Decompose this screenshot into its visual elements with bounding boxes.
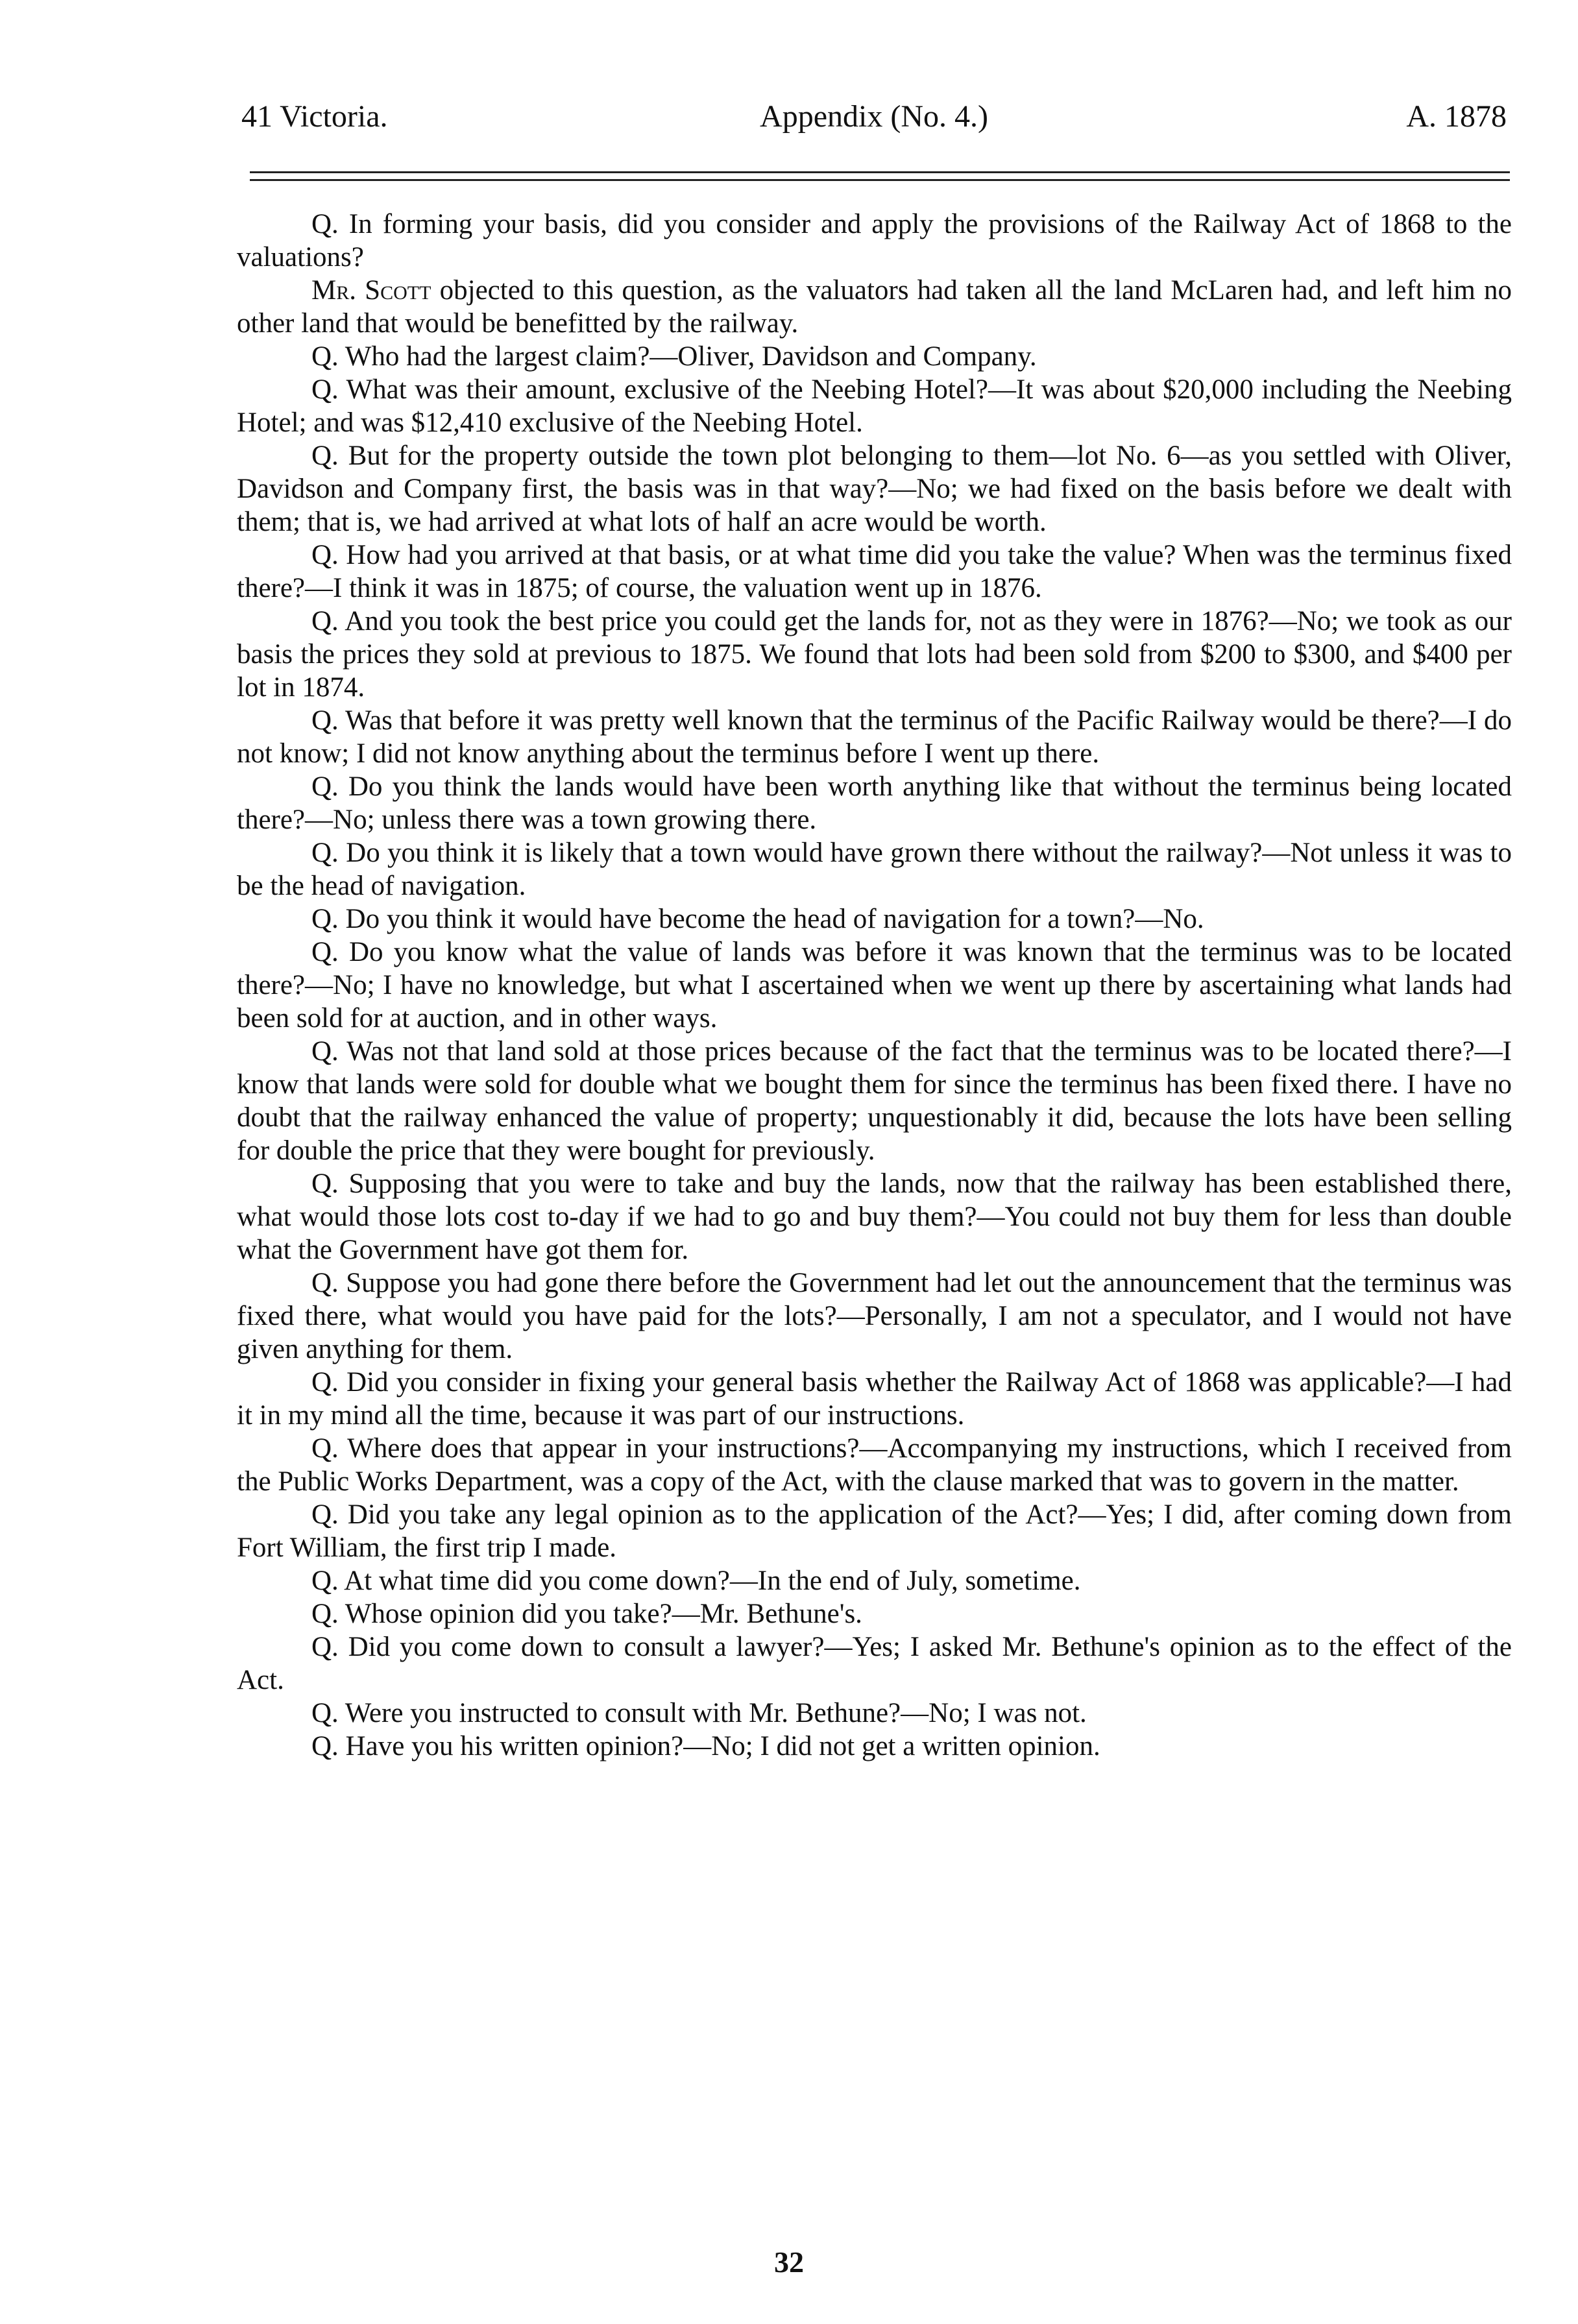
paragraph-20: Q. Whose opinion did you take?—Mr. Bethune's.: [311, 1599, 862, 1629]
paragraph-18: Q. Did you take any legal opinion as to the application of the Act?—Yes; I did, after coming down from Fort William, the first trip I made.: [237, 1499, 1512, 1563]
page-number: 32: [774, 2245, 804, 2279]
paragraph-13: Q. Was not that land sold at those prices because of the fact that the terminus was to be located there?—I know that lands were sold for double what we bought them for since the terminus has been fixed there. I have no doubt that the railway enhanced the value of property; unquestionably it did, because the lots have been selling for double the price that they were bought for previously.: [237, 1036, 1512, 1166]
paragraph-19: Q. At what time did you come down?—In the end of July, sometime.: [311, 1566, 1081, 1596]
paragraph-8: Q. Was that before it was pretty well known that the terminus of the Pacific Railway would be there?—I do not know; I did not know anything about the terminus before I went up there.: [237, 705, 1512, 769]
paragraph-3: Q. Who had the largest claim?—Oliver, Davidson and Company.: [311, 341, 1037, 372]
paragraph-16: Q. Did you consider in fixing your general basis whether the Railway Act of 1868 was applicable?—I had it in my mind all the time, because it was part of our instructions.: [237, 1367, 1512, 1431]
paragraph-23: Q. Have you his written opinion?—No; I did not get a written opinion.: [311, 1731, 1100, 1761]
header-rule-top: [250, 171, 1510, 173]
paragraph-6: Q. How had you arrived at that basis, or at what time did you take the value? When was the terminus fixed there?—I think it was in 1875; of course, the valuation went up in 1876.: [237, 540, 1512, 603]
paragraph-21: Q. Did you come down to consult a lawyer?—Yes; I asked Mr. Bethune's opinion as to the effect of the Act.: [237, 1632, 1512, 1695]
header-year: A. 1878: [1406, 99, 1507, 134]
paragraph-2: Mr. Scott objected to this question, as the valuators had taken all the land McLaren had, and left him no other land that would be benefitted by the railway.: [237, 275, 1512, 339]
paragraph-7: Q. And you took the best price you could get the lands for, not as they were in 1876?—No; we took as our basis the prices they sold at previous to 1875. We found that lots had been sold from $200 to $300, and $400 per lot in 1874.: [237, 606, 1512, 703]
paragraph-15: Q. Suppose you had gone there before the Government had let out the announcement that the terminus was fixed there, what would you have paid for the lots?—Personally, I am not a speculator, and I would not have given anything for them.: [237, 1268, 1512, 1364]
paragraph-1: Q. In forming your basis, did you consider and apply the provisions of the Railway Act of 1868 to the valuations?: [237, 209, 1512, 272]
paragraph-14: Q. Supposing that you were to take and buy the lands, now that the railway has been established there, what would those lots cost to-day if we had to go and buy them?—You could not buy them for less than double what the Government have got them for.: [237, 1168, 1512, 1265]
running-header: [241, 97, 1507, 136]
speaker-name: Mr. Scott: [311, 275, 431, 306]
paragraph-22: Q. Were you instructed to consult with Mr. Bethune?—No; I was not.: [311, 1698, 1087, 1728]
paragraph-9: Q. Do you think the lands would have been worth anything like that without the terminus being located there?—No; unless there was a town growing there.: [237, 771, 1512, 835]
header-rule-bottom: [250, 179, 1510, 181]
paragraph-11: Q. Do you think it would have become the head of navigation for a town?—No.: [311, 904, 1204, 934]
paragraph-10: Q. Do you think it is likely that a town would have grown there without the railway?—Not unless it was to be the head of navigation.: [237, 838, 1512, 901]
paragraph-5: Q. But for the property outside the town plot belonging to them—lot No. 6—as you settled with Oliver, Davidson and Company first, the basis was in that way?—No; we had fixed on the basis before we dealt with them; that is, we had arrived at what lots of half an acre would be worth.: [237, 441, 1512, 537]
paragraph-12: Q. Do you know what the value of lands was before it was known that the terminus was to be located there?—No; I have no knowledge, but what I ascertained when we went up there by ascertaining what lands had been sold for at auction, and in other ways.: [237, 937, 1512, 1034]
testimony-body: [237, 208, 1512, 1763]
header-appendix: Appendix (No. 4.): [760, 99, 988, 134]
paragraph-17: Q. Where does that appear in your instructions?—Accompanying my instructions, which I received from the Public Works Department, was a copy of the Act, with the clause marked that was to govern in the matter.: [237, 1433, 1512, 1497]
header-session: 41 Victoria.: [241, 99, 388, 134]
paragraph-4: Q. What was their amount, exclusive of the Neebing Hotel?—It was about $20,000 including the Neebing Hotel; and was $12,410 exclusive of the Neebing Hotel.: [237, 374, 1512, 438]
